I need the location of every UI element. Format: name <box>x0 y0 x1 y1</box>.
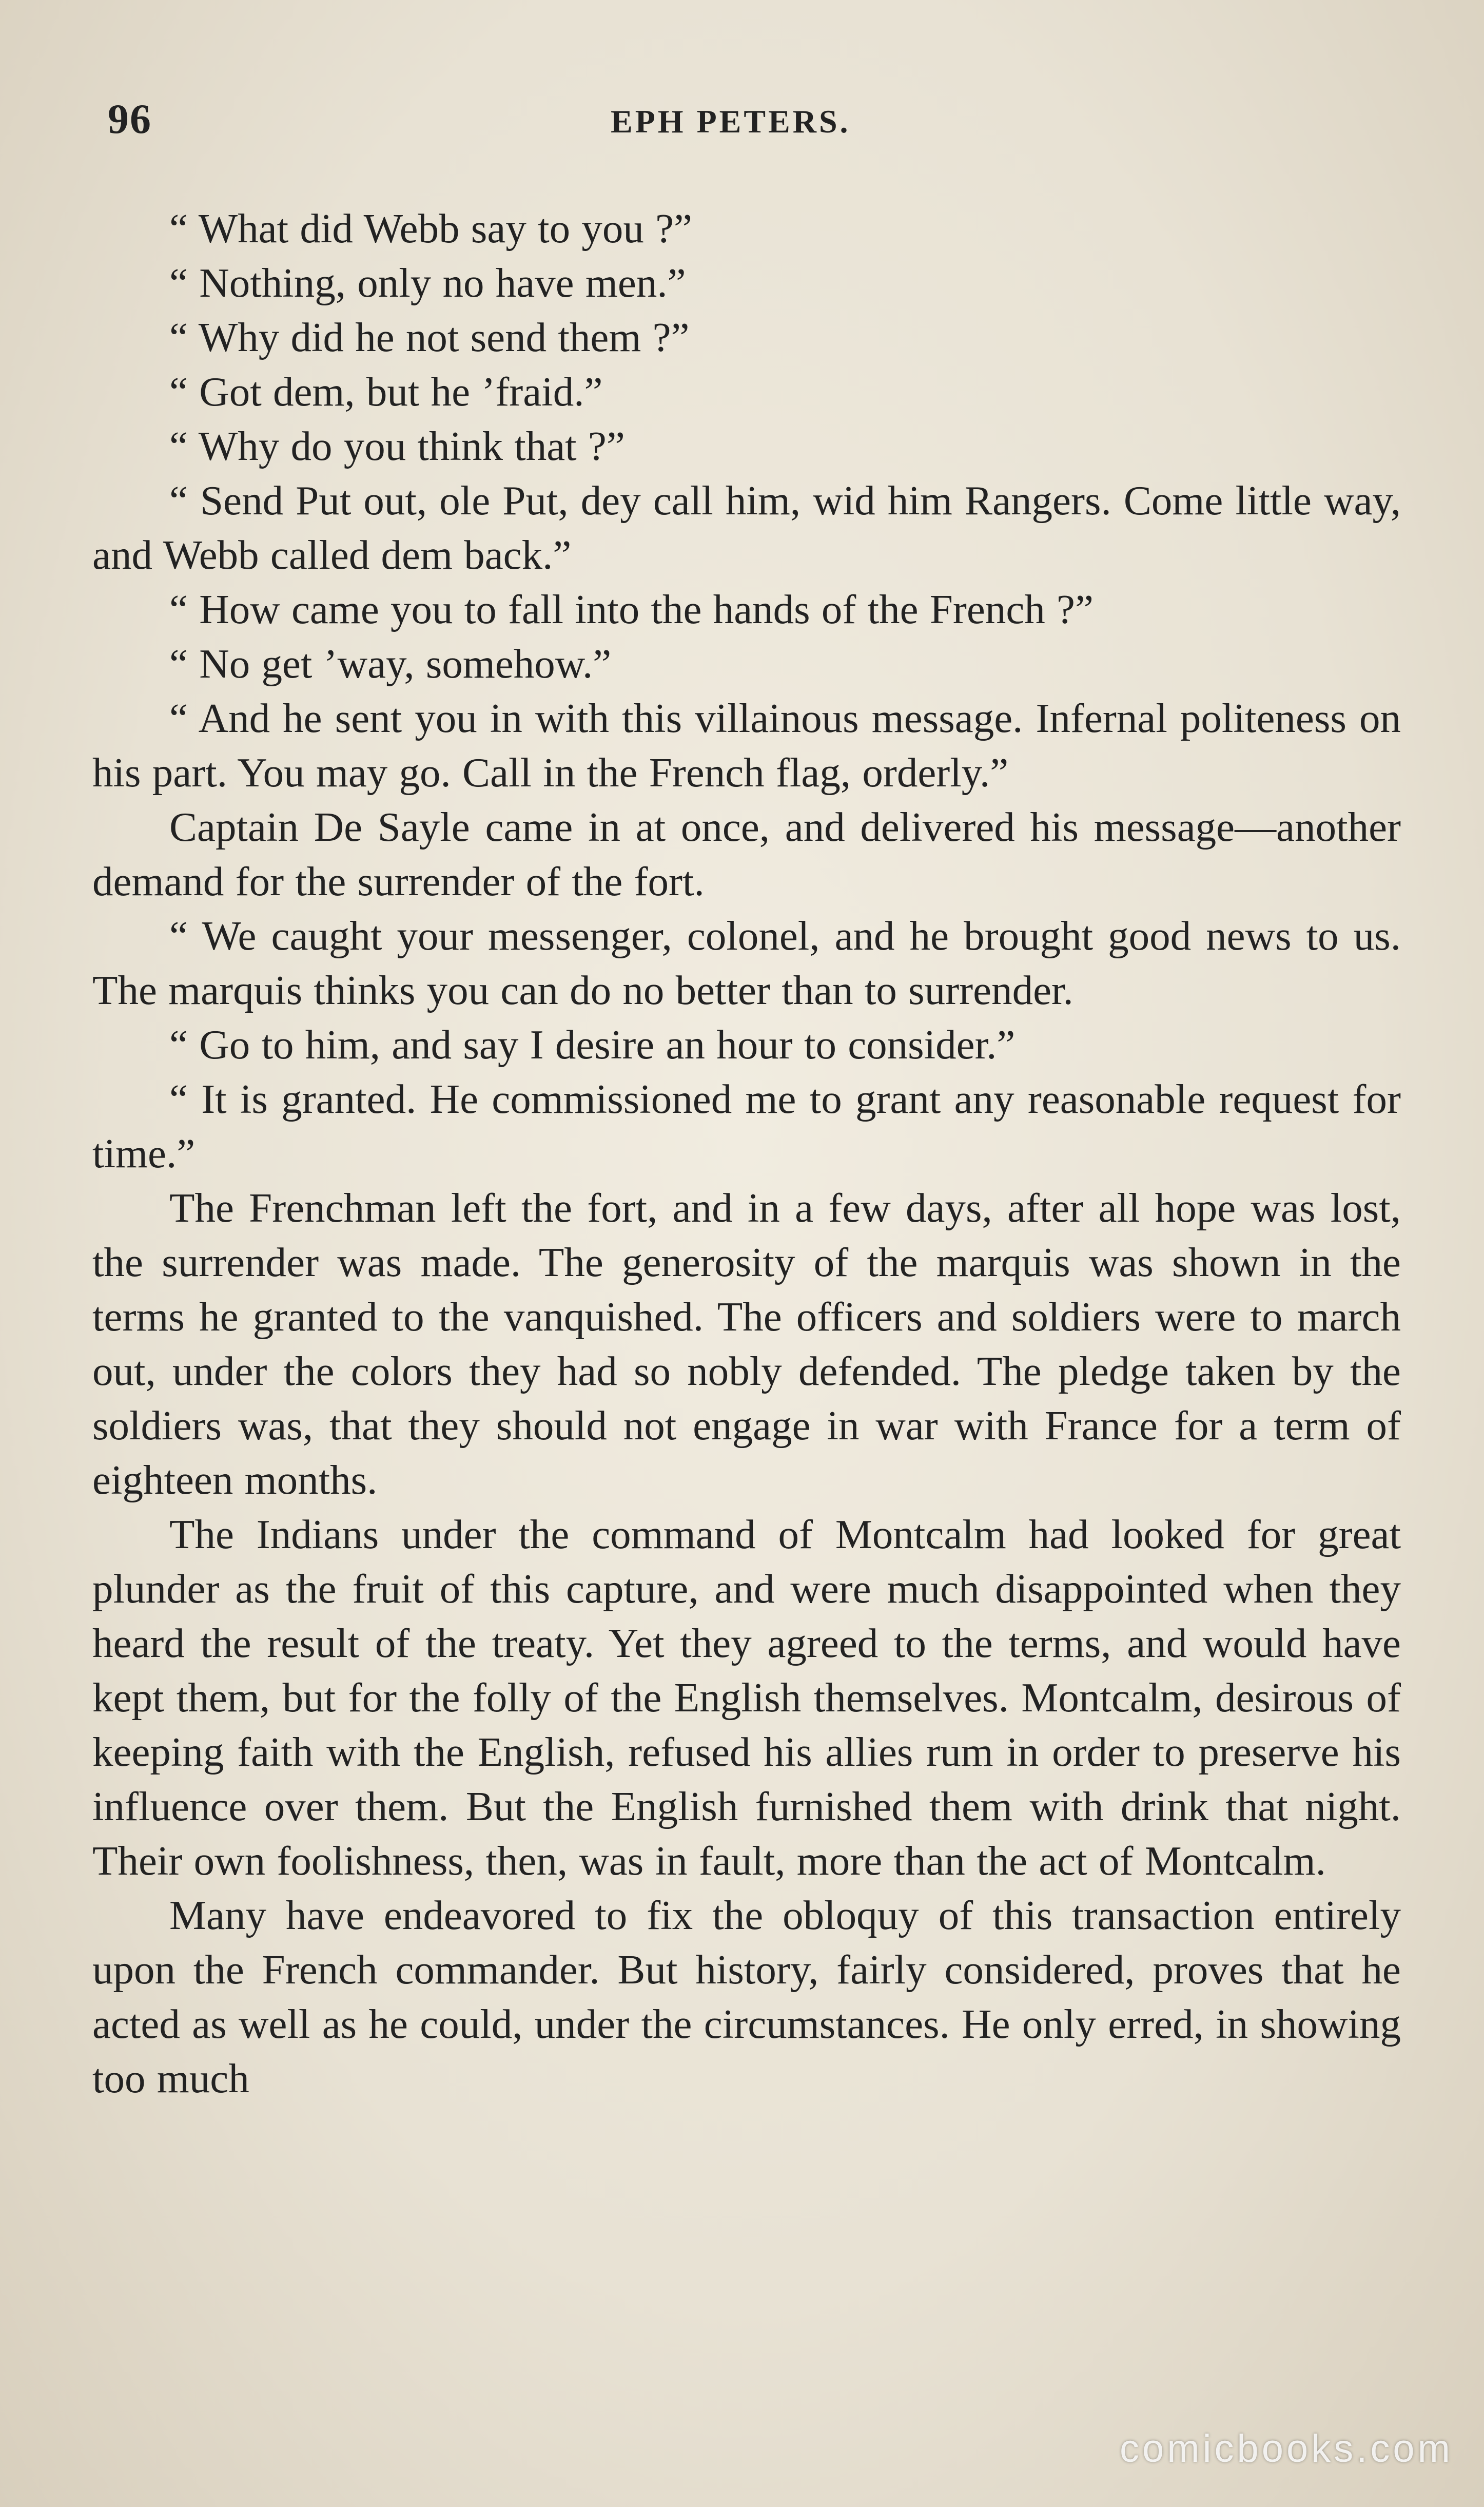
running-title: EPH PETERS. <box>611 103 851 140</box>
paragraph-villainous-message: “ And he sent you in with this villainous message. Infernal politeness on his part. You may go. Call in the French flag, orderly.” <box>92 695 1401 796</box>
paragraph-got-dem: “ Got dem, but he ’fraid.” <box>169 369 603 415</box>
page-number: 96 <box>108 95 152 142</box>
paragraph-webb-question: “ What did Webb say to you ?” <box>169 205 692 252</box>
paragraph-why-think: “ Why do you think that ?” <box>169 423 625 469</box>
paragraph-how-came: “ How came you to fall into the hands of the French ?” <box>169 586 1094 632</box>
paragraph-send-put: “ Send Put out, ole Put, dey call him, wid him Rangers. Come little way, and Webb called dem back.” <box>92 477 1401 578</box>
paragraph-no-get-away: “ No get ’way, somehow.” <box>169 641 612 687</box>
paragraph-captain-de-sayle: Captain De Sayle came in at once, and delivered his message—another demand for the surrender of the fort. <box>92 804 1401 904</box>
paragraph-surrender: The Frenchman left the fort, and in a few days, after all hope was lost, the surrender was made. The generosity of the marquis was shown in the terms he granted to the vanquished. The officers and soldiers were to march out, under the colors they had so nobly defended. The pledge taken by the soldiers was, that they should not engage in war with France for a term of eighteen months. <box>92 1185 1401 1503</box>
paragraph-obloquy: Many have endeavored to fix the obloquy of this transaction entirely upon the French commander. But history, fairly considered, proves that he acted as well as he could, under the circumstances. He only erred, in showing too much <box>92 1892 1401 2101</box>
paragraph-go-to-him: “ Go to him, and say I desire an hour to consider.” <box>169 1021 1016 1068</box>
body-text <box>92 201 1401 2106</box>
paragraph-it-is-granted: “ It is granted. He commissioned me to grant any reasonable request for time.” <box>92 1076 1401 1177</box>
paragraph-caught-messenger: “ We caught your messenger, colonel, and he brought good news to us. The marquis thinks you can do no better than to surrender. <box>92 913 1401 1013</box>
paragraph-indians-montcalm: The Indians under the command of Montcalm had looked for great plunder as the fruit of this capture, and were much disappointed when they heard the result of the treaty. Yet they agreed to the terms, and would have kept them, but for the folly of the English themselves. Montcalm, desirous of keeping faith with the English, refused his allies rum in order to preserve his influence over them. But the English furnished them with drink that night. Their own foolishness, then, was in fault, more than the act of Montcalm. <box>92 1511 1401 1884</box>
paragraph-nothing-reply: “ Nothing, only no have men.” <box>169 260 686 306</box>
paragraph-why-not-send: “ Why did he not send them ?” <box>169 314 690 360</box>
watermark: comicbooks.com <box>1120 2427 1453 2471</box>
